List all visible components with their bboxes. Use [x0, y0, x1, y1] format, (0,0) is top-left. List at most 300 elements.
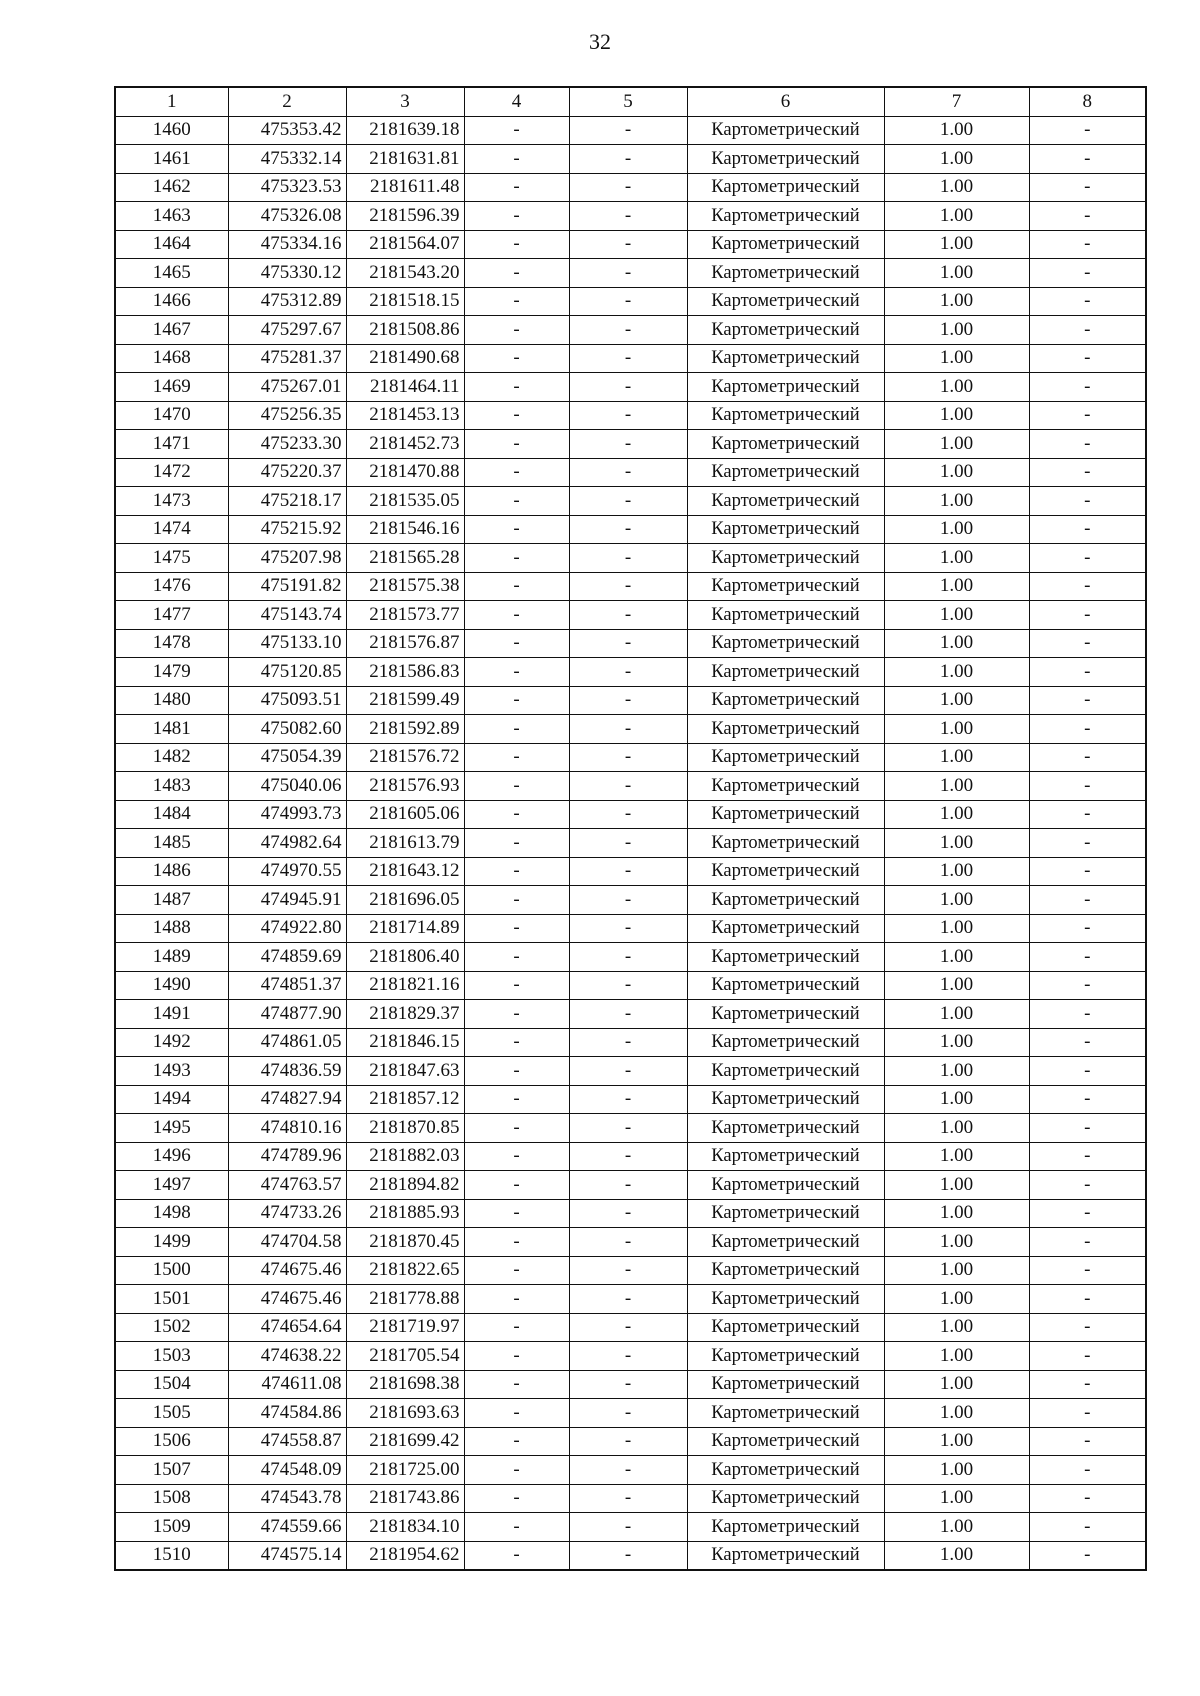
- column-8-cell: -: [1029, 373, 1146, 402]
- column-5-cell: -: [569, 487, 687, 516]
- column-8-cell: -: [1029, 1342, 1146, 1371]
- method-cell: Картометрический: [687, 316, 884, 345]
- column-header: 8: [1029, 87, 1146, 116]
- column-header: 4: [464, 87, 569, 116]
- column-8-cell: -: [1029, 316, 1146, 345]
- column-4-cell: -: [464, 715, 569, 744]
- column-4-cell: -: [464, 1057, 569, 1086]
- column-4-cell: -: [464, 373, 569, 402]
- y-coordinate-cell: 2181954.62: [346, 1541, 464, 1570]
- column-4-cell: -: [464, 1513, 569, 1542]
- point-number-cell: 1489: [115, 943, 228, 972]
- x-coordinate-cell: 475281.37: [228, 344, 346, 373]
- accuracy-cell: 1.00: [884, 943, 1029, 972]
- point-number-cell: 1495: [115, 1114, 228, 1143]
- y-coordinate-cell: 2181821.16: [346, 971, 464, 1000]
- column-5-cell: -: [569, 515, 687, 544]
- x-coordinate-cell: 475120.85: [228, 658, 346, 687]
- column-5-cell: -: [569, 1228, 687, 1257]
- column-8-cell: -: [1029, 1456, 1146, 1485]
- column-8-cell: -: [1029, 1285, 1146, 1314]
- column-8-cell: -: [1029, 1541, 1146, 1570]
- table-row: [115, 173, 1146, 202]
- column-5-cell: -: [569, 259, 687, 288]
- column-8-cell: -: [1029, 914, 1146, 943]
- x-coordinate-cell: 474559.66: [228, 1513, 346, 1542]
- point-number-cell: 1507: [115, 1456, 228, 1485]
- table-row: [115, 1228, 1146, 1257]
- accuracy-cell: 1.00: [884, 1228, 1029, 1257]
- accuracy-cell: 1.00: [884, 715, 1029, 744]
- column-8-cell: -: [1029, 1171, 1146, 1200]
- point-number-cell: 1494: [115, 1085, 228, 1114]
- accuracy-cell: 1.00: [884, 1456, 1029, 1485]
- table-row: [115, 686, 1146, 715]
- point-number-cell: 1508: [115, 1484, 228, 1513]
- x-coordinate-cell: 474861.05: [228, 1028, 346, 1057]
- column-5-cell: -: [569, 1342, 687, 1371]
- column-4-cell: -: [464, 1484, 569, 1513]
- x-coordinate-cell: 474851.37: [228, 971, 346, 1000]
- column-8-cell: -: [1029, 515, 1146, 544]
- table-row: [115, 1342, 1146, 1371]
- column-5-cell: -: [569, 1057, 687, 1086]
- y-coordinate-cell: 2181543.20: [346, 259, 464, 288]
- column-8-cell: -: [1029, 1142, 1146, 1171]
- method-cell: Картометрический: [687, 572, 884, 601]
- method-cell: Картометрический: [687, 145, 884, 174]
- accuracy-cell: 1.00: [884, 430, 1029, 459]
- column-8-cell: -: [1029, 772, 1146, 801]
- column-5-cell: -: [569, 1427, 687, 1456]
- column-8-cell: -: [1029, 1085, 1146, 1114]
- accuracy-cell: 1.00: [884, 373, 1029, 402]
- method-cell: Картометрический: [687, 829, 884, 858]
- column-5-cell: -: [569, 202, 687, 231]
- x-coordinate-cell: 474945.91: [228, 886, 346, 915]
- table-row: [115, 1085, 1146, 1114]
- x-coordinate-cell: 475133.10: [228, 629, 346, 658]
- y-coordinate-cell: 2181586.83: [346, 658, 464, 687]
- accuracy-cell: 1.00: [884, 145, 1029, 174]
- method-cell: Картометрический: [687, 1256, 884, 1285]
- column-5-cell: -: [569, 772, 687, 801]
- method-cell: Картометрический: [687, 1228, 884, 1257]
- point-number-cell: 1505: [115, 1399, 228, 1428]
- column-8-cell: -: [1029, 1513, 1146, 1542]
- method-cell: Картометрический: [687, 487, 884, 516]
- accuracy-cell: 1.00: [884, 743, 1029, 772]
- method-cell: Картометрический: [687, 1171, 884, 1200]
- accuracy-cell: 1.00: [884, 116, 1029, 145]
- method-cell: Картометрический: [687, 259, 884, 288]
- method-cell: Картометрический: [687, 601, 884, 630]
- column-8-cell: -: [1029, 544, 1146, 573]
- x-coordinate-cell: 475191.82: [228, 572, 346, 601]
- point-number-cell: 1467: [115, 316, 228, 345]
- column-header: 1: [115, 87, 228, 116]
- column-4-cell: -: [464, 1028, 569, 1057]
- column-4-cell: -: [464, 1000, 569, 1029]
- point-number-cell: 1473: [115, 487, 228, 516]
- column-8-cell: -: [1029, 202, 1146, 231]
- x-coordinate-cell: 475326.08: [228, 202, 346, 231]
- table-row: [115, 287, 1146, 316]
- table-row: [115, 1000, 1146, 1029]
- y-coordinate-cell: 2181696.05: [346, 886, 464, 915]
- column-4-cell: -: [464, 829, 569, 858]
- column-4-cell: -: [464, 458, 569, 487]
- table-row: [115, 487, 1146, 516]
- table-row: [115, 202, 1146, 231]
- y-coordinate-cell: 2181611.48: [346, 173, 464, 202]
- point-number-cell: 1465: [115, 259, 228, 288]
- accuracy-cell: 1.00: [884, 1028, 1029, 1057]
- point-number-cell: 1506: [115, 1427, 228, 1456]
- method-cell: Картометрический: [687, 1342, 884, 1371]
- column-5-cell: -: [569, 1114, 687, 1143]
- x-coordinate-cell: 474982.64: [228, 829, 346, 858]
- column-5-cell: -: [569, 601, 687, 630]
- method-cell: Картометрический: [687, 1028, 884, 1057]
- point-number-cell: 1504: [115, 1370, 228, 1399]
- point-number-cell: 1499: [115, 1228, 228, 1257]
- x-coordinate-cell: 474970.55: [228, 857, 346, 886]
- coordinates-table: [114, 86, 1147, 1571]
- column-8-cell: -: [1029, 173, 1146, 202]
- column-4-cell: -: [464, 743, 569, 772]
- page-number: 32: [589, 29, 611, 54]
- table-row: [115, 1285, 1146, 1314]
- column-4-cell: -: [464, 1370, 569, 1399]
- accuracy-cell: 1.00: [884, 259, 1029, 288]
- column-8-cell: -: [1029, 686, 1146, 715]
- column-5-cell: -: [569, 971, 687, 1000]
- table-row: [115, 1484, 1146, 1513]
- accuracy-cell: 1.00: [884, 914, 1029, 943]
- accuracy-cell: 1.00: [884, 572, 1029, 601]
- column-5-cell: -: [569, 544, 687, 573]
- column-header: 3: [346, 87, 464, 116]
- column-8-cell: -: [1029, 886, 1146, 915]
- y-coordinate-cell: 2181452.73: [346, 430, 464, 459]
- column-4-cell: -: [464, 202, 569, 231]
- table-row: [115, 1399, 1146, 1428]
- method-cell: Картометрический: [687, 1313, 884, 1342]
- column-5-cell: -: [569, 344, 687, 373]
- table-row: [115, 1313, 1146, 1342]
- column-4-cell: -: [464, 572, 569, 601]
- y-coordinate-cell: 2181599.49: [346, 686, 464, 715]
- column-4-cell: -: [464, 1256, 569, 1285]
- y-coordinate-cell: 2181846.15: [346, 1028, 464, 1057]
- column-5-cell: -: [569, 173, 687, 202]
- accuracy-cell: 1.00: [884, 886, 1029, 915]
- column-4-cell: -: [464, 601, 569, 630]
- method-cell: Картометрический: [687, 430, 884, 459]
- x-coordinate-cell: 474543.78: [228, 1484, 346, 1513]
- column-4-cell: -: [464, 116, 569, 145]
- table-row: [115, 1199, 1146, 1228]
- column-4-cell: -: [464, 1427, 569, 1456]
- accuracy-cell: 1.00: [884, 458, 1029, 487]
- accuracy-cell: 1.00: [884, 202, 1029, 231]
- column-4-cell: -: [464, 1399, 569, 1428]
- x-coordinate-cell: 474922.80: [228, 914, 346, 943]
- column-4-cell: -: [464, 316, 569, 345]
- column-4-cell: -: [464, 515, 569, 544]
- point-number-cell: 1496: [115, 1142, 228, 1171]
- y-coordinate-cell: 2181705.54: [346, 1342, 464, 1371]
- column-8-cell: -: [1029, 430, 1146, 459]
- table-row: [115, 715, 1146, 744]
- x-coordinate-cell: 474859.69: [228, 943, 346, 972]
- y-coordinate-cell: 2181870.45: [346, 1228, 464, 1257]
- x-coordinate-cell: 474810.16: [228, 1114, 346, 1143]
- y-coordinate-cell: 2181565.28: [346, 544, 464, 573]
- y-coordinate-cell: 2181573.77: [346, 601, 464, 630]
- y-coordinate-cell: 2181829.37: [346, 1000, 464, 1029]
- point-number-cell: 1479: [115, 658, 228, 687]
- column-4-cell: -: [464, 1456, 569, 1485]
- column-5-cell: -: [569, 743, 687, 772]
- point-number-cell: 1460: [115, 116, 228, 145]
- y-coordinate-cell: 2181605.06: [346, 800, 464, 829]
- method-cell: Картометрический: [687, 886, 884, 915]
- column-4-cell: -: [464, 430, 569, 459]
- point-number-cell: 1477: [115, 601, 228, 630]
- point-number-cell: 1463: [115, 202, 228, 231]
- column-8-cell: -: [1029, 487, 1146, 516]
- method-cell: Картометрический: [687, 515, 884, 544]
- column-8-cell: -: [1029, 1370, 1146, 1399]
- x-coordinate-cell: 474548.09: [228, 1456, 346, 1485]
- column-4-cell: -: [464, 1342, 569, 1371]
- method-cell: Картометрический: [687, 1057, 884, 1086]
- column-4-cell: -: [464, 686, 569, 715]
- table-row: [115, 772, 1146, 801]
- column-5-cell: -: [569, 145, 687, 174]
- column-8-cell: -: [1029, 458, 1146, 487]
- point-number-cell: 1493: [115, 1057, 228, 1086]
- table-header-row: [115, 87, 1146, 116]
- point-number-cell: 1491: [115, 1000, 228, 1029]
- x-coordinate-cell: 475312.89: [228, 287, 346, 316]
- column-5-cell: -: [569, 829, 687, 858]
- table-row: [115, 230, 1146, 259]
- column-8-cell: -: [1029, 829, 1146, 858]
- accuracy-cell: 1.00: [884, 1256, 1029, 1285]
- accuracy-cell: 1.00: [884, 686, 1029, 715]
- table-row: [115, 515, 1146, 544]
- x-coordinate-cell: 475040.06: [228, 772, 346, 801]
- y-coordinate-cell: 2181576.93: [346, 772, 464, 801]
- table-row: [115, 1142, 1146, 1171]
- column-4-cell: -: [464, 287, 569, 316]
- y-coordinate-cell: 2181719.97: [346, 1313, 464, 1342]
- method-cell: Картометрический: [687, 1000, 884, 1029]
- y-coordinate-cell: 2181806.40: [346, 943, 464, 972]
- column-5-cell: -: [569, 715, 687, 744]
- point-number-cell: 1482: [115, 743, 228, 772]
- accuracy-cell: 1.00: [884, 800, 1029, 829]
- accuracy-cell: 1.00: [884, 230, 1029, 259]
- table-row: [115, 914, 1146, 943]
- method-cell: Картометрический: [687, 686, 884, 715]
- point-number-cell: 1497: [115, 1171, 228, 1200]
- accuracy-cell: 1.00: [884, 344, 1029, 373]
- method-cell: Картометрический: [687, 914, 884, 943]
- column-8-cell: -: [1029, 715, 1146, 744]
- column-header: 7: [884, 87, 1029, 116]
- column-8-cell: -: [1029, 287, 1146, 316]
- x-coordinate-cell: 474993.73: [228, 800, 346, 829]
- method-cell: Картометрический: [687, 1285, 884, 1314]
- column-8-cell: -: [1029, 1228, 1146, 1257]
- column-5-cell: -: [569, 1142, 687, 1171]
- column-4-cell: -: [464, 1142, 569, 1171]
- y-coordinate-cell: 2181639.18: [346, 116, 464, 145]
- table-row: [115, 743, 1146, 772]
- column-8-cell: -: [1029, 800, 1146, 829]
- x-coordinate-cell: 474789.96: [228, 1142, 346, 1171]
- x-coordinate-cell: 475218.17: [228, 487, 346, 516]
- column-8-cell: -: [1029, 1313, 1146, 1342]
- table-body: [115, 116, 1146, 1570]
- column-4-cell: -: [464, 914, 569, 943]
- column-8-cell: -: [1029, 857, 1146, 886]
- column-8-cell: -: [1029, 1427, 1146, 1456]
- point-number-cell: 1501: [115, 1285, 228, 1314]
- point-number-cell: 1490: [115, 971, 228, 1000]
- column-5-cell: -: [569, 373, 687, 402]
- x-coordinate-cell: 474827.94: [228, 1085, 346, 1114]
- point-number-cell: 1476: [115, 572, 228, 601]
- column-8-cell: -: [1029, 1199, 1146, 1228]
- method-cell: Картометрический: [687, 173, 884, 202]
- accuracy-cell: 1.00: [884, 1114, 1029, 1143]
- accuracy-cell: 1.00: [884, 1427, 1029, 1456]
- method-cell: Картометрический: [687, 458, 884, 487]
- x-coordinate-cell: 475334.16: [228, 230, 346, 259]
- accuracy-cell: 1.00: [884, 658, 1029, 687]
- y-coordinate-cell: 2181857.12: [346, 1085, 464, 1114]
- y-coordinate-cell: 2181643.12: [346, 857, 464, 886]
- x-coordinate-cell: 475323.53: [228, 173, 346, 202]
- column-5-cell: -: [569, 1285, 687, 1314]
- table-row: [115, 373, 1146, 402]
- column-4-cell: -: [464, 487, 569, 516]
- y-coordinate-cell: 2181576.72: [346, 743, 464, 772]
- point-number-cell: 1469: [115, 373, 228, 402]
- table-row: [115, 316, 1146, 345]
- x-coordinate-cell: 474638.22: [228, 1342, 346, 1371]
- table-row: [115, 1028, 1146, 1057]
- column-8-cell: -: [1029, 230, 1146, 259]
- method-cell: Картометрический: [687, 629, 884, 658]
- column-5-cell: -: [569, 686, 687, 715]
- column-5-cell: -: [569, 1199, 687, 1228]
- y-coordinate-cell: 2181894.82: [346, 1171, 464, 1200]
- method-cell: Картометрический: [687, 344, 884, 373]
- method-cell: Картометрический: [687, 743, 884, 772]
- x-coordinate-cell: 474654.64: [228, 1313, 346, 1342]
- y-coordinate-cell: 2181546.16: [346, 515, 464, 544]
- method-cell: Картометрический: [687, 1399, 884, 1428]
- y-coordinate-cell: 2181464.11: [346, 373, 464, 402]
- y-coordinate-cell: 2181834.10: [346, 1513, 464, 1542]
- point-number-cell: 1510: [115, 1541, 228, 1570]
- method-cell: Картометрический: [687, 230, 884, 259]
- point-number-cell: 1485: [115, 829, 228, 858]
- column-5-cell: -: [569, 1484, 687, 1513]
- x-coordinate-cell: 474558.87: [228, 1427, 346, 1456]
- x-coordinate-cell: 474675.46: [228, 1285, 346, 1314]
- table-row: [115, 601, 1146, 630]
- column-5-cell: -: [569, 1256, 687, 1285]
- column-4-cell: -: [464, 1313, 569, 1342]
- table-row: [115, 886, 1146, 915]
- accuracy-cell: 1.00: [884, 772, 1029, 801]
- accuracy-cell: 1.00: [884, 1142, 1029, 1171]
- table-row: [115, 544, 1146, 573]
- column-8-cell: -: [1029, 971, 1146, 1000]
- point-number-cell: 1464: [115, 230, 228, 259]
- table-row: [115, 943, 1146, 972]
- y-coordinate-cell: 2181778.88: [346, 1285, 464, 1314]
- point-number-cell: 1481: [115, 715, 228, 744]
- column-5-cell: -: [569, 914, 687, 943]
- y-coordinate-cell: 2181882.03: [346, 1142, 464, 1171]
- method-cell: Картометрический: [687, 373, 884, 402]
- column-8-cell: -: [1029, 943, 1146, 972]
- column-5-cell: -: [569, 458, 687, 487]
- column-8-cell: -: [1029, 401, 1146, 430]
- y-coordinate-cell: 2181453.13: [346, 401, 464, 430]
- table-row: [115, 629, 1146, 658]
- column-4-cell: -: [464, 1199, 569, 1228]
- x-coordinate-cell: 474733.26: [228, 1199, 346, 1228]
- method-cell: Картометрический: [687, 1484, 884, 1513]
- table-row: [115, 1171, 1146, 1200]
- y-coordinate-cell: 2181699.42: [346, 1427, 464, 1456]
- y-coordinate-cell: 2181470.88: [346, 458, 464, 487]
- column-4-cell: -: [464, 230, 569, 259]
- y-coordinate-cell: 2181575.38: [346, 572, 464, 601]
- accuracy-cell: 1.00: [884, 1057, 1029, 1086]
- method-cell: Картометрический: [687, 1513, 884, 1542]
- column-4-cell: -: [464, 401, 569, 430]
- table-row: [115, 145, 1146, 174]
- column-8-cell: -: [1029, 145, 1146, 174]
- x-coordinate-cell: 474877.90: [228, 1000, 346, 1029]
- x-coordinate-cell: 475054.39: [228, 743, 346, 772]
- column-5-cell: -: [569, 1085, 687, 1114]
- column-4-cell: -: [464, 544, 569, 573]
- y-coordinate-cell: 2181508.86: [346, 316, 464, 345]
- accuracy-cell: 1.00: [884, 1513, 1029, 1542]
- y-coordinate-cell: 2181885.93: [346, 1199, 464, 1228]
- column-4-cell: -: [464, 800, 569, 829]
- x-coordinate-cell: 475143.74: [228, 601, 346, 630]
- x-coordinate-cell: 475207.98: [228, 544, 346, 573]
- y-coordinate-cell: 2181822.65: [346, 1256, 464, 1285]
- accuracy-cell: 1.00: [884, 829, 1029, 858]
- point-number-cell: 1461: [115, 145, 228, 174]
- column-8-cell: -: [1029, 1000, 1146, 1029]
- method-cell: Картометрический: [687, 943, 884, 972]
- point-number-cell: 1509: [115, 1513, 228, 1542]
